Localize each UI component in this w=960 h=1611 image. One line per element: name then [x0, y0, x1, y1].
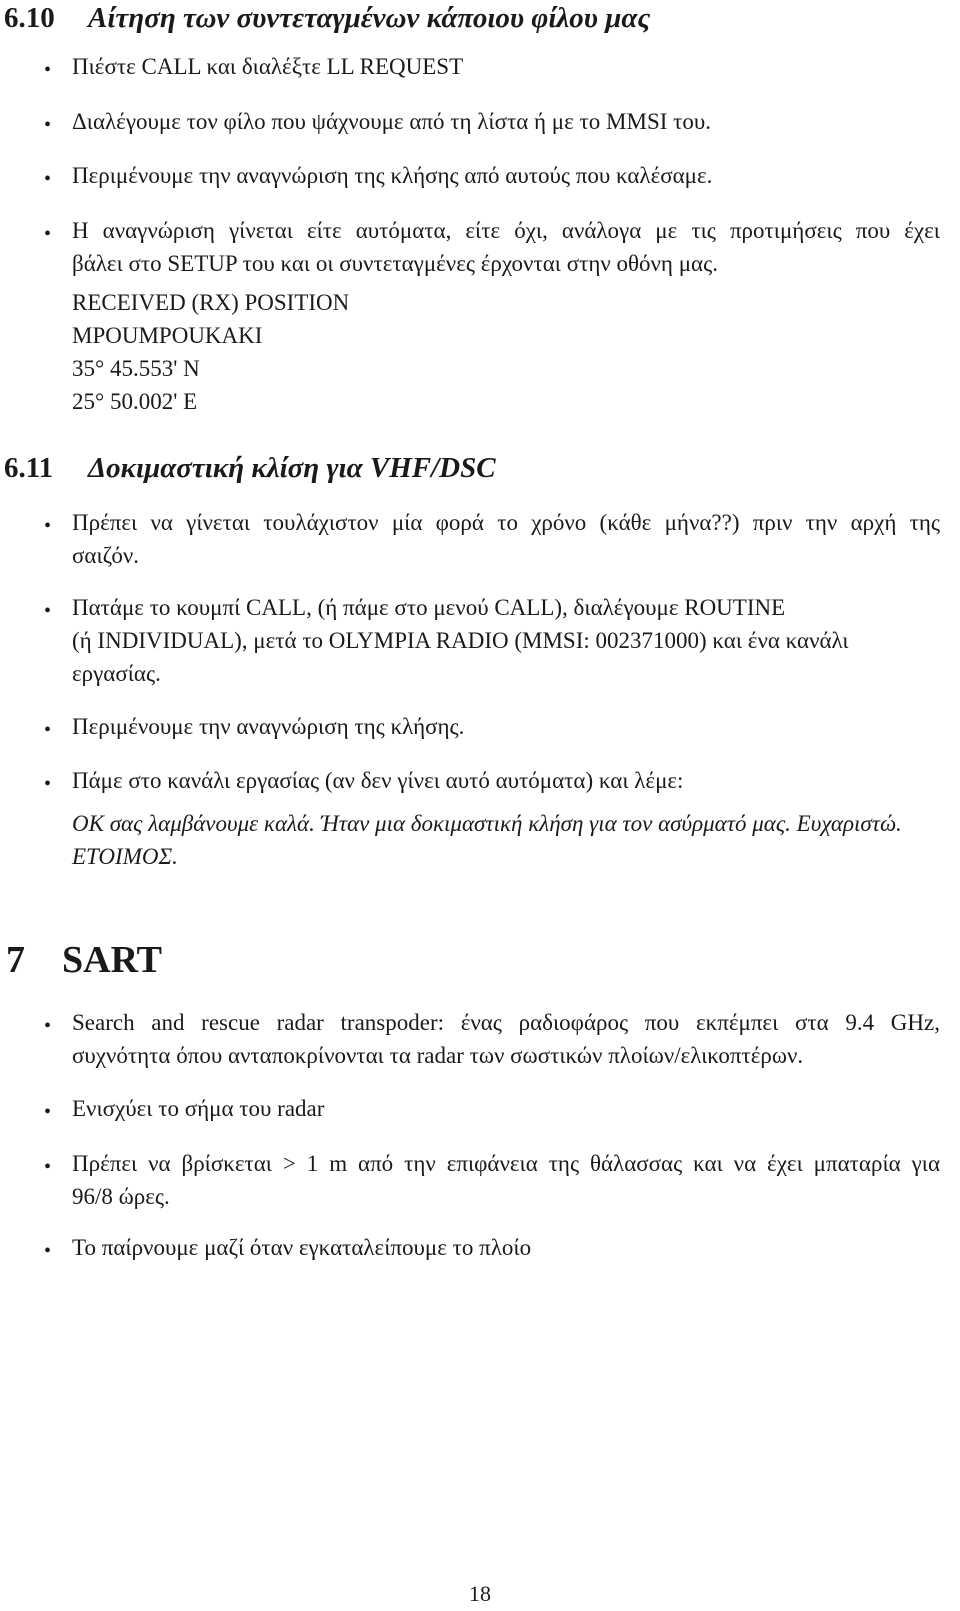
bullet-icon: • — [44, 515, 52, 537]
bullet-icon: • — [44, 1101, 52, 1123]
section-number: 7 — [6, 939, 25, 981]
section-number: 6.10 — [4, 2, 55, 34]
list-item-continuation: (ή INDIVIDUAL), μετά το OLYMPIA RADIO (MMSI: 002371000) και ένα κανάλι — [72, 628, 849, 653]
bullet-icon: • — [44, 1240, 52, 1262]
list-item-continuation: 96/8 ώρες. — [72, 1184, 170, 1209]
section-title: Αίτηση των συντεταγμένων κάποιου φίλου μας — [88, 2, 651, 34]
list-item: Search and rescue radar transpoder: ένας ραδιοφάρος που εκπέμπει στα 9.4 GHz, — [72, 1010, 940, 1035]
list-item: Διαλέγουμε τον φίλο που ψάχνουμε από τη λίστα ή με το MMSI του. — [72, 109, 712, 134]
list-item: Πρέπει να γίνεται τουλάχιστον μία φορά το χρόνο (κάθε μήνα??) πριν την αρχή της — [72, 510, 940, 535]
bullet-icon: • — [44, 223, 52, 245]
bullet-icon: • — [44, 114, 52, 136]
received-vessel-name: MPOUMPOUKAKI — [72, 323, 263, 348]
list-item-continuation: σαιζόν. — [72, 543, 139, 568]
bullet-icon: • — [44, 773, 52, 795]
list-item: Πατάμε το κουμπί CALL, (ή πάμε στο μενού CALL), διαλέγουμε ROUTINE — [72, 595, 786, 620]
quoted-message: OK σας λαμβάνουμε καλά. Ήταν μια δοκιμαστική κλήση για τον ασύρματό μας. Ευχαριστώ. — [72, 811, 902, 836]
list-item: Πιέστε CALL και διαλέξτε LL REQUEST — [72, 54, 464, 79]
quoted-message-continuation: ΕΤΟΙΜΟΣ. — [72, 844, 178, 869]
bullet-icon: • — [44, 719, 52, 741]
list-item-continuation: συχνότητα όπου ανταποκρίνονται τα radar των σωστικών πλοίων/ελικοπτέρων. — [72, 1043, 804, 1068]
section-6-10-heading — [4, 2, 650, 35]
list-item: Η αναγνώριση γίνεται είτε αυτόματα, είτε όχι, ανάλογα με τις προτιμήσεις που έχει — [72, 218, 940, 243]
list-item: Ενισχύει το σήμα του radar — [72, 1096, 325, 1121]
bullet-icon: • — [44, 600, 52, 622]
bullet-icon: • — [44, 168, 52, 190]
list-item: Πάμε στο κανάλι εργασίας (αν δεν γίνει αυτό αυτόματα) και λέμε: — [72, 768, 684, 793]
section-7-heading — [6, 938, 162, 982]
list-item: Περιμένουμε την αναγνώριση της κλήσης από αυτούς που καλέσαμε. — [72, 163, 713, 188]
list-item: Πρέπει να βρίσκεται > 1 m από την επιφάνεια της θάλασσας και να έχει μπαταρία για — [72, 1151, 940, 1176]
page-number: 18 — [469, 1581, 491, 1606]
section-title: SART — [62, 939, 163, 981]
bullet-icon: • — [44, 59, 52, 81]
section-title: Δοκιμαστική κλίση για VHF/DSC — [88, 452, 496, 484]
bullet-icon: • — [44, 1156, 52, 1178]
bullet-icon: • — [44, 1015, 52, 1037]
section-6-11-heading — [4, 452, 496, 485]
received-latitude: 35° 45.553' N — [72, 356, 200, 381]
list-item-continuation: βάλει στο SETUP του και οι συντεταγμένες έρχονται στην οθόνη μας. — [72, 251, 718, 276]
section-number: 6.11 — [4, 452, 54, 484]
received-position-label: RECEIVED (RX) POSITION — [72, 290, 350, 315]
list-item: Περιμένουμε την αναγνώριση της κλήσης. — [72, 714, 465, 739]
list-item: Το παίρνουμε μαζί όταν εγκαταλείπουμε το πλοίο — [72, 1235, 532, 1260]
list-item-continuation: εργασίας. — [72, 661, 161, 686]
received-longitude: 25° 50.002' E — [72, 389, 198, 414]
